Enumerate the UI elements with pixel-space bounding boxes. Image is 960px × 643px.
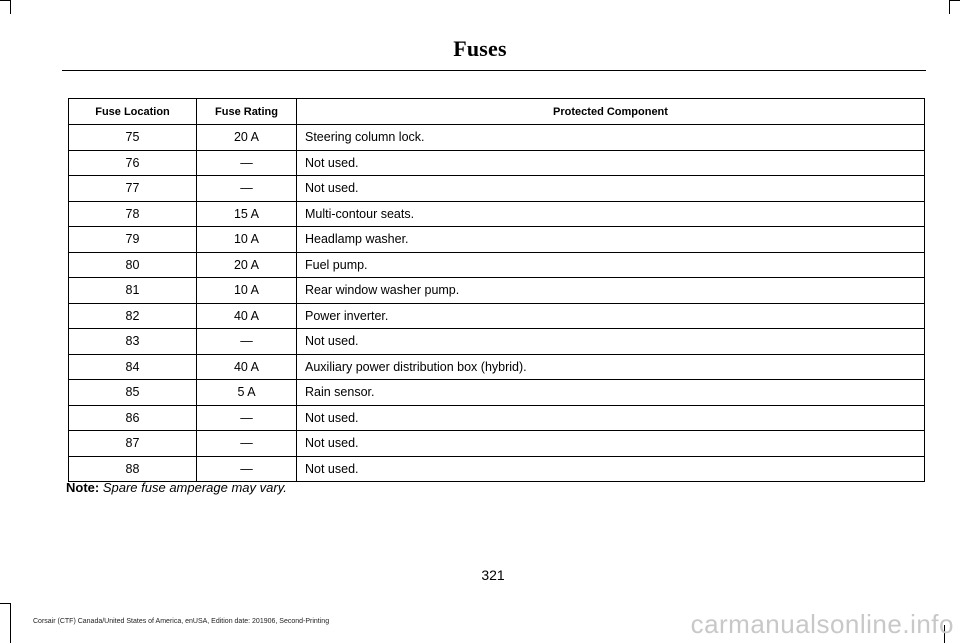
protected-component-cell: Not used. xyxy=(297,456,925,482)
protected-component-cell: Auxiliary power distribution box (hybrid). xyxy=(297,354,925,380)
fuse-rating-cell: — xyxy=(197,176,297,202)
fuse-rating-cell: 40 A xyxy=(197,354,297,380)
table-row xyxy=(69,354,925,380)
note xyxy=(66,480,287,495)
fuse-rating-cell: 5 A xyxy=(197,380,297,406)
fuse-location-cell: 79 xyxy=(69,227,197,253)
fuse-rating-cell: — xyxy=(197,431,297,457)
protected-component-cell: Multi-contour seats. xyxy=(297,201,925,227)
fuse-rating-cell: 40 A xyxy=(197,303,297,329)
fuse-location-cell: 78 xyxy=(69,201,197,227)
column-header-fuse-location: Fuse Location xyxy=(69,99,197,125)
fuse-location-cell: 83 xyxy=(69,329,197,355)
table-row xyxy=(69,303,925,329)
column-header-fuse-rating: Fuse Rating xyxy=(197,99,297,125)
protected-component-cell: Not used. xyxy=(297,431,925,457)
table-row xyxy=(69,329,925,355)
fuse-rating-cell: 10 A xyxy=(197,227,297,253)
page-number: 321 xyxy=(481,567,505,583)
protected-component-cell: Rear window washer pump. xyxy=(297,278,925,304)
table-row xyxy=(69,150,925,176)
table-row xyxy=(69,252,925,278)
column-header-protected-component: Protected Component xyxy=(297,99,925,125)
fuse-table xyxy=(68,98,925,482)
fuse-rating-cell: 15 A xyxy=(197,201,297,227)
table-row xyxy=(69,201,925,227)
fuse-location-cell: 88 xyxy=(69,456,197,482)
fuse-location-cell: 87 xyxy=(69,431,197,457)
crop-mark-top-right xyxy=(949,0,950,14)
protected-component-cell: Steering column lock. xyxy=(297,125,925,151)
note-text: Spare fuse amperage may vary. xyxy=(102,480,287,495)
protected-component-cell: Rain sensor. xyxy=(297,380,925,406)
table-row xyxy=(69,125,925,151)
header-divider xyxy=(62,70,926,71)
crop-mark-bottom-left xyxy=(10,603,11,643)
page-title: Fuses xyxy=(453,36,507,61)
fuse-location-cell: 76 xyxy=(69,150,197,176)
crop-mark-top-left xyxy=(0,0,10,1)
watermark[interactable]: carmanualsonline.info xyxy=(690,609,954,639)
fuse-rating-cell: — xyxy=(197,150,297,176)
protected-component-cell: Not used. xyxy=(297,405,925,431)
fuse-rating-cell: — xyxy=(197,405,297,431)
fuse-location-cell: 86 xyxy=(69,405,197,431)
protected-component-cell: Not used. xyxy=(297,329,925,355)
table-row xyxy=(69,456,925,482)
fuse-rating-cell: — xyxy=(197,456,297,482)
table-row xyxy=(69,278,925,304)
table-row xyxy=(69,176,925,202)
table-row xyxy=(69,405,925,431)
crop-mark-top-right xyxy=(949,0,960,1)
note-label: Note: xyxy=(66,480,100,495)
crop-mark-top-left xyxy=(10,0,11,14)
protected-component-cell: Power inverter. xyxy=(297,303,925,329)
table-row xyxy=(69,431,925,457)
fuse-location-cell: 81 xyxy=(69,278,197,304)
fuse-location-cell: 80 xyxy=(69,252,197,278)
fuse-rating-cell: 10 A xyxy=(197,278,297,304)
edition-footer: Corsair (CTF) Canada/United States of America, enUSA, Edition date: 201906, Second-Printing xyxy=(33,618,330,625)
fuse-rating-cell: 20 A xyxy=(197,125,297,151)
table-row xyxy=(69,227,925,253)
table-row xyxy=(69,380,925,406)
protected-component-cell: Headlamp washer. xyxy=(297,227,925,253)
fuse-location-cell: 85 xyxy=(69,380,197,406)
fuse-location-cell: 82 xyxy=(69,303,197,329)
protected-component-cell: Not used. xyxy=(297,150,925,176)
protected-component-cell: Not used. xyxy=(297,176,925,202)
fuse-location-cell: 75 xyxy=(69,125,197,151)
fuse-rating-cell: — xyxy=(197,329,297,355)
fuse-rating-cell: 20 A xyxy=(197,252,297,278)
fuse-location-cell: 77 xyxy=(69,176,197,202)
protected-component-cell: Fuel pump. xyxy=(297,252,925,278)
crop-mark-bottom-left xyxy=(0,603,10,604)
fuse-location-cell: 84 xyxy=(69,354,197,380)
table-header-row xyxy=(69,99,925,125)
